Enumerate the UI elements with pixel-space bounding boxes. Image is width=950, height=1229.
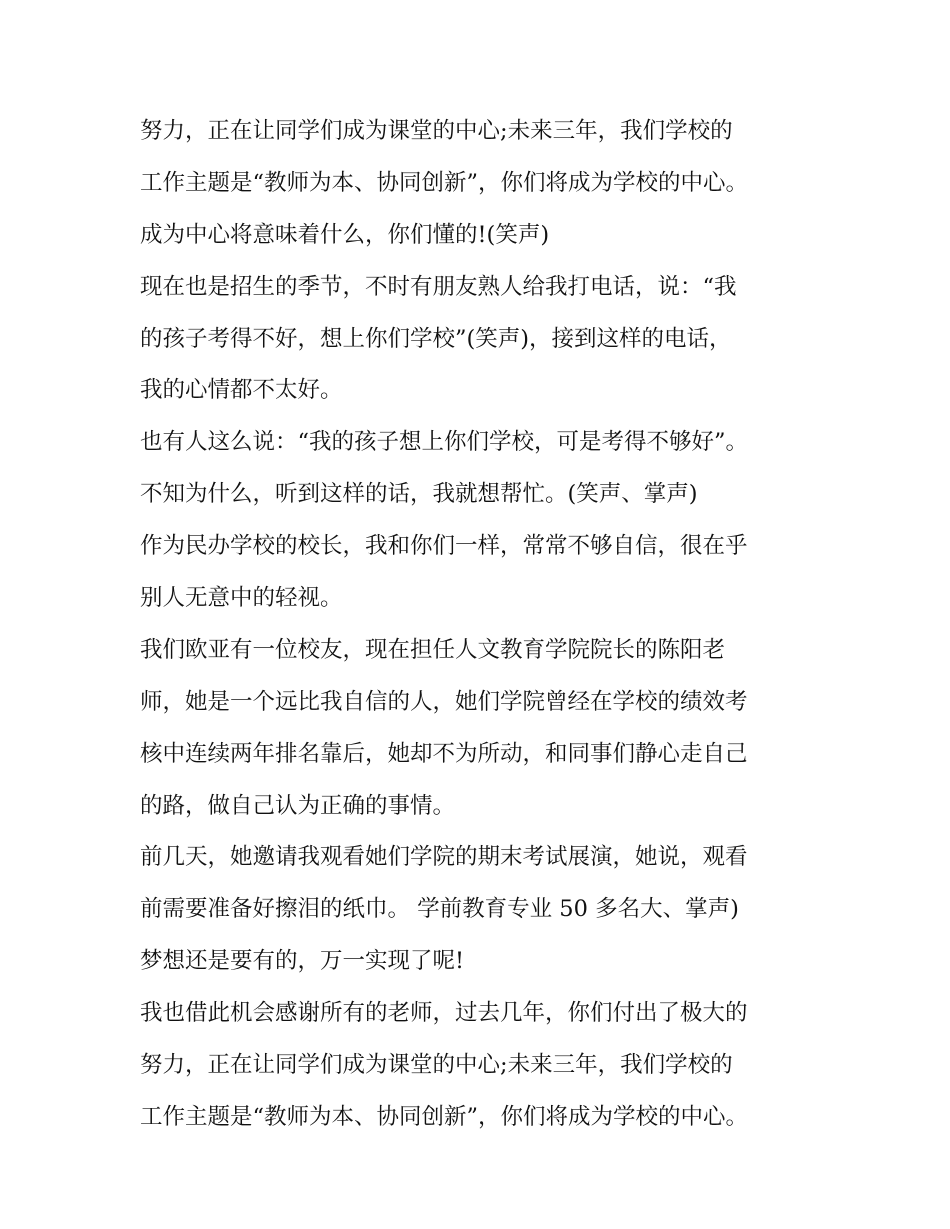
text-line: 的路，做自己认为正确的事情。 [140, 792, 456, 819]
text-line: 也有人这么说：“我的孩子想上你们学校，可是考得不够好”。 [140, 429, 749, 456]
text-line: 前几天，她邀请我观看她们学院的期末考试展演，她说，观看 [140, 844, 748, 871]
text-line: 我的心情都不太好。 [140, 377, 343, 404]
text-line: 的孩子考得不好，想上你们学校”(笑声)，接到这样的电话， [140, 325, 732, 352]
text-line: 工作主题是“教师为本、协同创新”，你们将成为学校的中心。 [140, 169, 749, 196]
document-body [140, 106, 830, 1144]
text-line: 前需要准备好擦泪的纸巾。 学前教育专业 50 多名大、掌声) [140, 896, 739, 923]
text-line: 不知为什么，听到这样的话，我就想帮忙。(笑声、掌声) [140, 481, 698, 508]
text-line: 我也借此机会感谢所有的老师，过去几年，你们付出了极大的 [140, 1000, 748, 1027]
text-line: 现在也是招生的季节，不时有朋友熟人给我打电话，说：“我 [140, 273, 737, 300]
text-line: 工作主题是“教师为本、协同创新”，你们将成为学校的中心。 [140, 1103, 749, 1130]
text-line: 努力，正在让同学们成为课堂的中心;未来三年，我们学校的 [140, 118, 733, 144]
text-line: 师，她是一个远比我自信的人，她们学院曾经在学校的绩效考 [140, 688, 748, 715]
text-line: 别人无意中的轻视。 [140, 585, 343, 612]
text-line: 作为民办学校的校长，我和你们一样，常常不够自信，很在乎 [140, 533, 748, 560]
text-line: 努力，正在让同学们成为课堂的中心;未来三年，我们学校的 [140, 1052, 733, 1079]
text-line: 梦想还是要有的，万一实现了呢! [140, 948, 465, 975]
text-line: 成为中心将意味着什么，你们懂的!(笑声) [140, 221, 550, 248]
text-line: 核中连续两年排名靠后，她却不为所动，和同事们静心走自己 [140, 740, 748, 767]
text-line: 我们欧亚有一位校友，现在担任人文教育学院院长的陈阳老 [140, 636, 726, 663]
